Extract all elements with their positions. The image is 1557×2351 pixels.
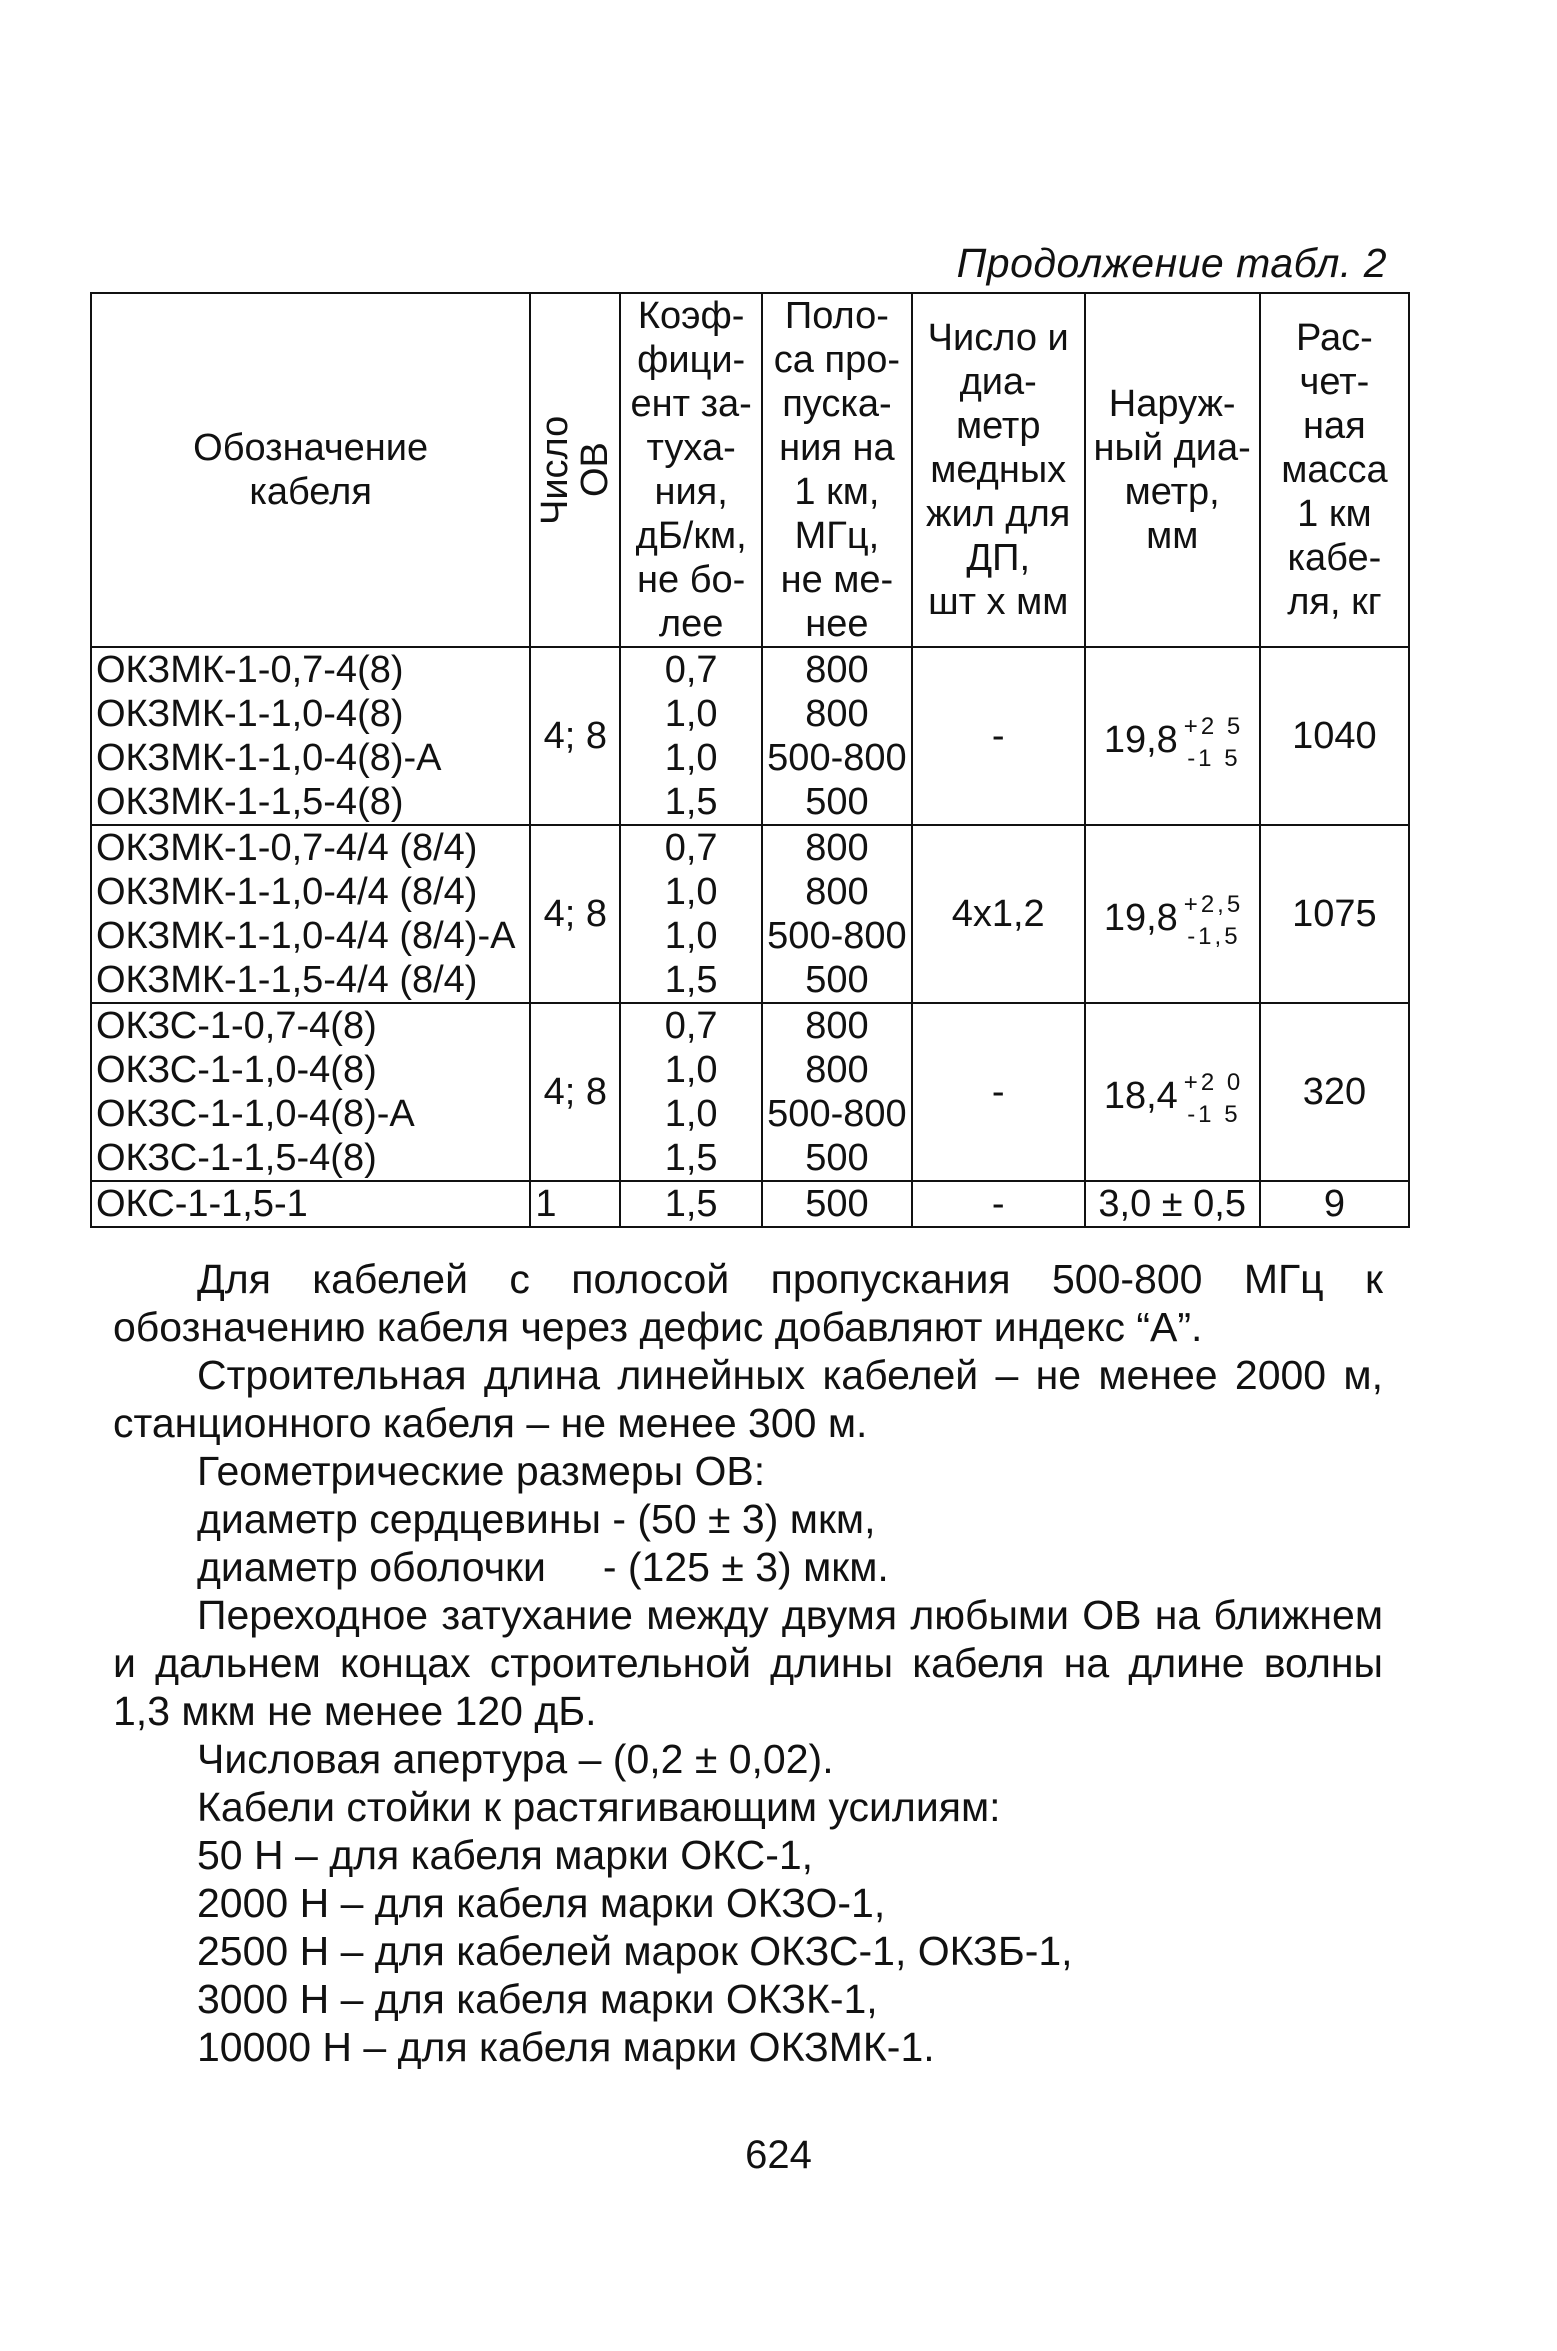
header-mass-line: кабе- xyxy=(1287,537,1382,579)
paragraph: Кабели стойки к растягивающим усилиям: xyxy=(197,1784,1001,1830)
cell-mass: 320 xyxy=(1260,1003,1409,1181)
attenuation-value: 1,0 xyxy=(664,1093,718,1135)
header-designation xyxy=(91,293,530,647)
cable-name: ОКЗМК-1-1,0-4/4 (8/4)-А xyxy=(96,915,516,957)
cable-name: ОКЗС-1-1,0-4(8) xyxy=(96,1049,377,1091)
tolerance-plus: +2 5 xyxy=(1183,713,1244,740)
cell-bandwidth xyxy=(762,825,912,1003)
header-copper-line: шт х мм xyxy=(928,581,1069,623)
header-fiber-count xyxy=(530,293,620,647)
tolerance-minus: -1 5 xyxy=(1187,1101,1241,1128)
cell-designation xyxy=(91,825,530,1003)
paragraph: Переходное затухание между двумя любыми ОВ на ближнем и дальнем концах строительной длины кабеля на длине волны 1,3 мкм не менее 120 дБ. xyxy=(113,1592,1383,1734)
cell-bandwidth xyxy=(762,1003,912,1181)
paragraph: 3000 Н – для кабеля марки ОКЗК-1, xyxy=(197,1976,878,2022)
header-bandwidth-line: Поло- xyxy=(784,295,889,337)
paragraph: 10000 Н – для кабеля марки ОКЗМК-1. xyxy=(197,2024,935,2070)
attenuation-value: 0,7 xyxy=(664,1005,718,1047)
paragraph: Строительная длина линейных кабелей – не менее 2000 м, станционного кабеля – не менее 300 м. xyxy=(113,1352,1383,1446)
header-designation-label: Обозначение кабеля xyxy=(193,427,429,513)
cell-designation xyxy=(91,1003,530,1181)
attenuation-value: 0,7 xyxy=(664,649,718,691)
header-outer-diameter-line: метр, xyxy=(1124,471,1220,513)
header-copper-line: медных xyxy=(930,449,1067,491)
cell-fiber-count: 1 xyxy=(530,1181,620,1227)
paragraph: диаметр сердцевины - (50 ± 3) мкм, xyxy=(197,1496,876,1542)
attenuation-value: 1,0 xyxy=(664,737,718,779)
bandwidth-value: 800 xyxy=(805,649,869,691)
header-copper-line: ДП, xyxy=(966,537,1031,579)
cell-attenuation xyxy=(620,647,762,825)
cell-attenuation xyxy=(620,1003,762,1181)
attenuation-value: 1,0 xyxy=(664,871,718,913)
table-row-group-2 xyxy=(91,825,1409,1003)
cable-name: ОКЗМК-1-0,7-4/4 (8/4) xyxy=(96,827,478,869)
paragraph: диаметр оболочки - (125 ± 3) мкм. xyxy=(197,1544,889,1590)
header-copper-line: Число и xyxy=(927,317,1069,359)
header-copper-line: диа- xyxy=(959,361,1037,403)
table-header-row xyxy=(91,293,1409,647)
cell-mass: 1075 xyxy=(1260,825,1409,1003)
header-fiber-count-label: Число ОВ xyxy=(534,415,617,525)
header-copper-line: жил для xyxy=(926,493,1071,535)
header-attenuation-line: Коэф- xyxy=(637,295,745,337)
header-bandwidth-line: МГц, xyxy=(794,515,880,557)
bandwidth-value: 800 xyxy=(805,1049,869,1091)
attenuation-value: 0,7 xyxy=(664,827,718,869)
cell-bandwidth xyxy=(762,647,912,825)
tolerance-minus: -1 5 xyxy=(1187,745,1241,772)
header-outer-diameter-line: ный диа- xyxy=(1093,427,1251,469)
cell-outer-diameter xyxy=(1085,825,1260,1003)
body-text xyxy=(113,1255,1383,2071)
bandwidth-value: 800 xyxy=(805,1005,869,1047)
cable-name: ОКЗС-1-0,7-4(8) xyxy=(96,1005,377,1047)
cable-name: ОКЗМК-1-1,0-4(8) xyxy=(96,693,404,735)
bandwidth-value: 500-800 xyxy=(767,915,907,957)
bandwidth-value: 500-800 xyxy=(767,1093,907,1135)
attenuation-value: 1,0 xyxy=(664,693,718,735)
header-mass-line: чет- xyxy=(1299,361,1370,403)
cell-outer-diameter xyxy=(1085,1003,1260,1181)
paragraph: 2500 Н – для кабелей марок ОКЗС-1, ОКЗБ-1, xyxy=(197,1928,1073,1974)
cell-outer-diameter xyxy=(1085,647,1260,825)
page-number: 624 xyxy=(745,2133,812,2177)
header-mass-line: масса xyxy=(1281,449,1388,491)
header-bandwidth-line: нее xyxy=(805,603,869,645)
diameter-value: 19,8 xyxy=(1103,897,1178,939)
diameter-value: 19,8 xyxy=(1103,719,1178,761)
header-attenuation xyxy=(620,293,762,647)
cable-name: ОКЗМК-1-1,5-4(8) xyxy=(96,781,404,823)
cable-name: ОКЗМК-1-1,0-4(8)-А xyxy=(96,737,442,779)
attenuation-value: 1,0 xyxy=(664,915,718,957)
header-bandwidth-line: 1 км, xyxy=(794,471,880,513)
header-attenuation-line: не бо- xyxy=(637,559,746,601)
cell-fiber-count: 4; 8 xyxy=(530,647,620,825)
cell-attenuation: 1,5 xyxy=(620,1181,762,1227)
cell-attenuation xyxy=(620,825,762,1003)
bandwidth-value: 800 xyxy=(805,871,869,913)
header-attenuation-line: лее xyxy=(658,603,724,645)
tolerance-minus: -1,5 xyxy=(1187,923,1241,950)
bandwidth-value: 800 xyxy=(805,827,869,869)
cell-mass: 1040 xyxy=(1260,647,1409,825)
cell-copper: - xyxy=(912,1003,1085,1181)
bandwidth-value: 500 xyxy=(805,959,869,1001)
bandwidth-value: 500 xyxy=(805,781,869,823)
cable-spec-table xyxy=(90,292,1410,1228)
diameter-value: 18,4 xyxy=(1103,1075,1178,1117)
cell-copper: 4x1,2 xyxy=(912,825,1085,1003)
header-attenuation-line: туха- xyxy=(646,427,736,469)
header-outer-diameter-line: Наруж- xyxy=(1108,383,1236,425)
paragraph: 50 Н – для кабеля марки ОКС-1, xyxy=(197,1832,814,1878)
header-bandwidth-line: пуска- xyxy=(782,383,892,425)
cell-mass: 9 xyxy=(1260,1181,1409,1227)
cell-copper: - xyxy=(912,1181,1085,1227)
cell-bandwidth: 500 xyxy=(762,1181,912,1227)
header-outer-diameter-line: мм xyxy=(1146,515,1199,557)
bandwidth-value: 500 xyxy=(805,1137,869,1179)
attenuation-value: 1,5 xyxy=(664,959,718,1001)
cable-name: ОКЗС-1-1,0-4(8)-А xyxy=(96,1093,415,1135)
bandwidth-value: 500-800 xyxy=(767,737,907,779)
header-copper-line: метр xyxy=(955,405,1041,447)
cell-outer-diameter: 3,0 ± 0,5 xyxy=(1085,1181,1260,1227)
cell-designation: ОКС-1-1,5-1 xyxy=(91,1181,530,1227)
paragraph: Геометрические размеры ОВ: xyxy=(197,1448,766,1494)
header-attenuation-line: ент за- xyxy=(630,383,752,425)
attenuation-value: 1,5 xyxy=(664,1137,718,1179)
header-mass-line: ная xyxy=(1303,405,1366,447)
tolerance-plus: +2 0 xyxy=(1183,1069,1244,1096)
cell-fiber-count: 4; 8 xyxy=(530,1003,620,1181)
paragraph: 2000 Н – для кабеля марки ОКЗО-1, xyxy=(197,1880,886,1926)
header-outer-diameter xyxy=(1085,293,1260,647)
attenuation-value: 1,5 xyxy=(664,781,718,823)
cell-copper: - xyxy=(912,647,1085,825)
header-attenuation-line: фици- xyxy=(637,339,746,381)
tolerance-plus: +2,5 xyxy=(1183,891,1244,918)
table-row-group-1 xyxy=(91,647,1409,825)
bandwidth-value: 800 xyxy=(805,693,869,735)
header-mass-line: Рас- xyxy=(1295,317,1373,359)
cell-designation xyxy=(91,647,530,825)
attenuation-value: 1,0 xyxy=(664,1049,718,1091)
header-bandwidth-line: са про- xyxy=(773,339,900,381)
cell-fiber-count: 4; 8 xyxy=(530,825,620,1003)
header-bandwidth-line: не ме- xyxy=(780,559,894,601)
table-row-group-3 xyxy=(91,1003,1409,1181)
table-continuation-label: Продолжение табл. 2 xyxy=(956,240,1387,286)
header-bandwidth xyxy=(762,293,912,647)
header-mass-line: 1 км xyxy=(1297,493,1372,535)
cable-name: ОКЗМК-1-0,7-4(8) xyxy=(96,649,404,691)
table-row-oks xyxy=(91,1181,1409,1227)
header-copper xyxy=(912,293,1085,647)
paragraph: Числовая апертура – (0,2 ± 0,02). xyxy=(197,1736,834,1782)
cable-name: ОКЗМК-1-1,0-4/4 (8/4) xyxy=(96,871,478,913)
header-attenuation-line: дБ/км, xyxy=(635,515,747,557)
header-bandwidth-line: ния на xyxy=(779,427,895,469)
cable-name: ОКЗМК-1-1,5-4/4 (8/4) xyxy=(96,959,478,1001)
cable-name: ОКЗС-1-1,5-4(8) xyxy=(96,1137,377,1179)
header-attenuation-line: ния, xyxy=(654,471,728,513)
header-mass-line: ля, кг xyxy=(1287,581,1382,623)
header-mass xyxy=(1260,293,1409,647)
paragraph: Для кабелей с полосой пропускания 500-800 МГц к обозначению кабеля через дефис добавляют индекс “А”. xyxy=(113,1256,1383,1350)
